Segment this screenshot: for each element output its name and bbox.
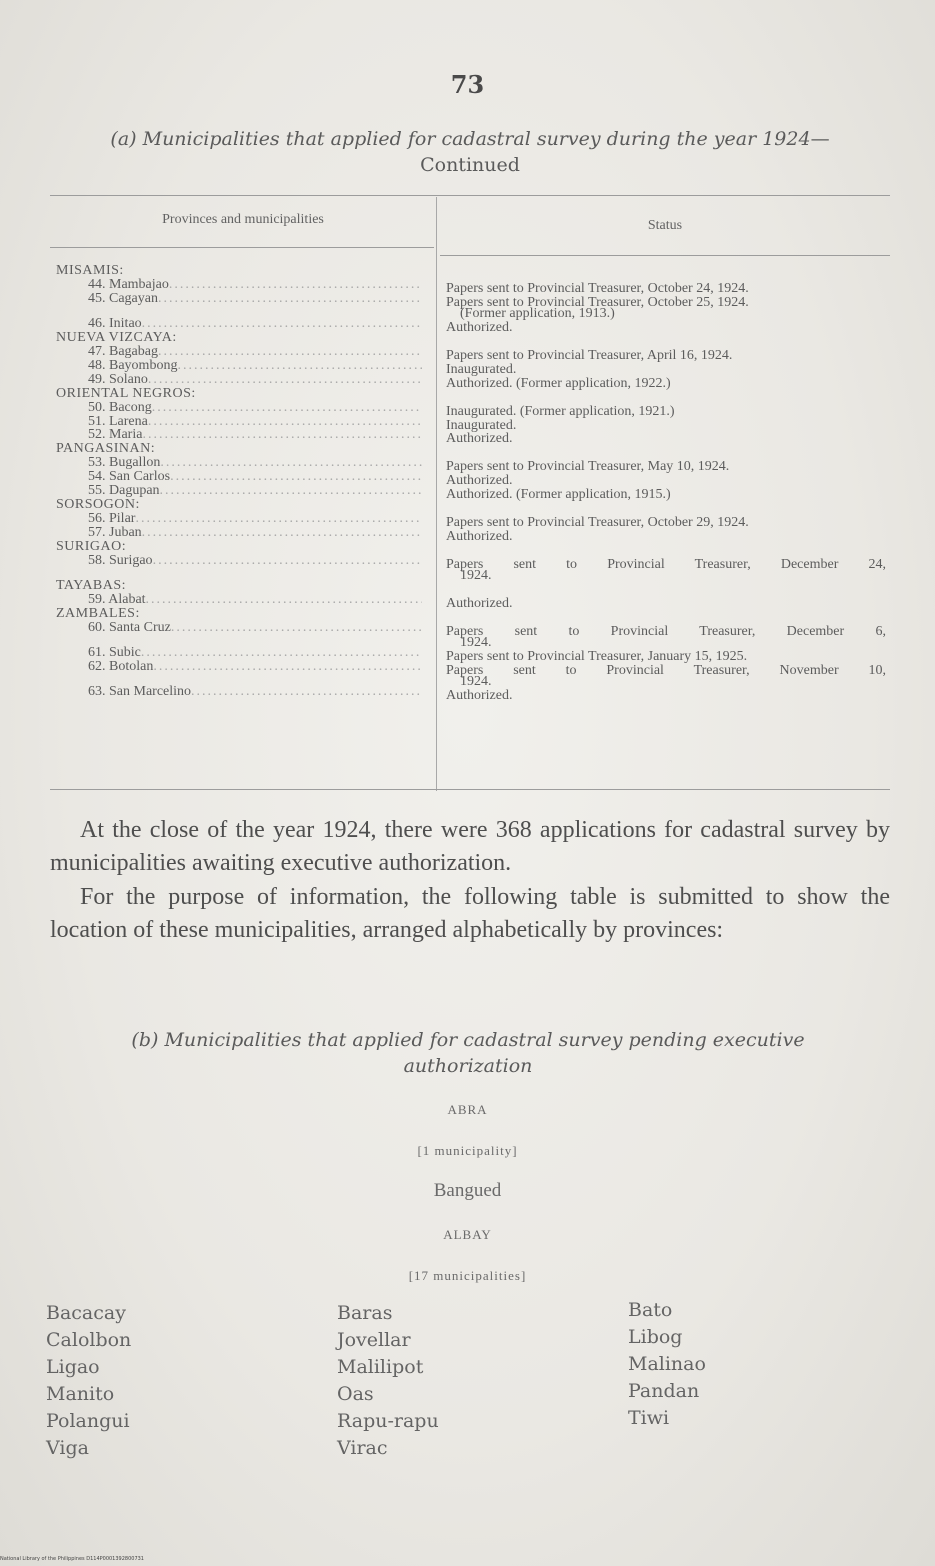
municipality-column [46, 1300, 131, 1462]
municipality-name: Rapu-rapu [337, 1410, 439, 1432]
paragraph: For the purpose of information, the following table is submitted to show the location of these municipalities, arranged alphabetically by provinces: [50, 884, 890, 943]
municipality-name: 62. Botolan [88, 658, 154, 674]
municipality-row [88, 620, 422, 636]
leader-dots [146, 592, 422, 608]
municipality-column [628, 1297, 706, 1432]
status-text: Inaugurated. (Former application, 1921.) [446, 403, 675, 419]
municipality-name: 53. Bugallon [88, 455, 161, 471]
status-text: 1924. [460, 674, 492, 690]
municipality-name: Pandan [628, 1380, 700, 1402]
status-text: Inaugurated. [446, 417, 517, 433]
province-label: TAYABAS: [56, 577, 127, 593]
leader-dots [158, 291, 422, 307]
municipality-name: 57. Juban [88, 524, 142, 540]
municipality-name: 49. Solano [88, 371, 148, 387]
leader-dots [142, 316, 422, 332]
municipality-name: 44. Mambajao [88, 276, 169, 292]
status-text: Papers sent to Provincial Treasurer, October 25, 1924. [446, 294, 749, 310]
municipality-name: Jovellar [337, 1329, 411, 1351]
leader-dots [160, 483, 422, 499]
status-text: Authorized. [446, 473, 513, 489]
status-text: Authorized. (Former application, 1922.) [446, 375, 671, 391]
paragraph: At the close of the year 1924, there were 368 applications for cadastral survey by municipalities awaiting executive authorization. [50, 817, 890, 876]
municipality-name: Manito [46, 1383, 115, 1405]
page-number: 73 [450, 70, 485, 99]
province-label: NUEVA VIZCAYA: [56, 330, 177, 346]
municipality-name: 59. Alabat [88, 591, 146, 607]
status-text: Authorized. [446, 528, 513, 544]
table-a-caption-continued: —Continued [420, 128, 830, 176]
municipality-row [88, 553, 422, 569]
leader-dots [142, 427, 422, 443]
column-header-provinces: Provinces and municipalities [162, 212, 324, 227]
municipality-name: 60. Santa Cruz [88, 619, 171, 635]
table-column-divider [436, 197, 437, 791]
municipality-name: 61. Subic [88, 645, 141, 660]
municipality-name: Malinao [628, 1353, 706, 1375]
status-text: 1924. [460, 568, 492, 583]
province-label: PANGASINAN: [56, 441, 156, 457]
municipality-name: 46. Initao [88, 316, 142, 332]
municipality-name: 55. Dagupan [88, 483, 160, 498]
table-top-rule [50, 195, 890, 196]
status-text: Inaugurated. [446, 361, 517, 377]
municipality-name: Viga [46, 1437, 89, 1459]
municipality-name: Polangui [46, 1410, 130, 1432]
table-bottom-rule [50, 789, 890, 790]
status-text: 1924. [460, 635, 492, 651]
municipality-name: 56. Pilar [88, 510, 136, 526]
leader-dots [191, 684, 422, 700]
scan-footer: National Library of the Philippines D114P0001392800731 [0, 1556, 144, 1562]
municipality-name: Baras [337, 1302, 393, 1324]
status-text: (Former application, 1913.) [460, 306, 615, 322]
province-heading: ALBAY [443, 1227, 492, 1242]
status-text: Papers sent to Provincial Treasurer, December 24, [446, 556, 886, 572]
municipality-row [88, 525, 422, 541]
municipality-name: 54. San Carlos [88, 469, 171, 485]
status-text: Authorized. [446, 320, 513, 336]
table-a [50, 195, 890, 795]
municipality-name: 45. Cagayan [88, 290, 158, 306]
municipality-name: 47. Bagabag [88, 344, 158, 359]
table-b-caption: (b) Municipalities that applied for cadastral survey pending executive authorization [131, 1029, 805, 1077]
leader-dots [153, 553, 422, 569]
municipality-name: Tiwi [628, 1407, 670, 1429]
municipality-row [88, 684, 422, 700]
municipality-name: Malilipot [337, 1356, 424, 1378]
province-label: SORSOGON: [56, 496, 140, 512]
status-text: Papers sent to Provincial Treasurer, December 6, [446, 623, 886, 639]
municipality-name: Bangued [433, 1180, 502, 1201]
table-a-caption-text: (a) Municipalities that applied for cadastral survey during the year 1924 [110, 128, 811, 150]
municipality-name: Virac [337, 1437, 388, 1459]
column-header-status: Status [647, 218, 683, 233]
municipality-name: Ligao [46, 1356, 100, 1378]
municipality-name: 51. Larena [88, 413, 148, 429]
province-label: ORIENTAL NEGROS: [56, 385, 196, 401]
province-label: ZAMBALES: [56, 605, 140, 621]
status-text: Authorized. [446, 595, 513, 611]
municipality-row [88, 291, 422, 307]
province-label: SURIGAO: [56, 538, 127, 554]
municipality-name: Bacacay [46, 1302, 126, 1324]
municipality-name: 58. Surigao [88, 552, 153, 568]
municipality-column [337, 1300, 439, 1462]
leader-dots [142, 525, 422, 541]
municipality-name: Libog [628, 1326, 683, 1348]
status-text: Authorized. (Former application, 1915.) [446, 487, 671, 502]
status-text: Papers sent to Provincial Treasurer, October 29, 1924. [446, 514, 749, 530]
municipality-name: Calolbon [46, 1329, 132, 1351]
municipality-name: Bato [628, 1299, 673, 1321]
municipality-name: 52. Maria [88, 427, 143, 443]
municipality-name: 50. Bacong [88, 399, 152, 415]
municipality-name: 48. Bayombong [88, 357, 178, 373]
header-rule-right [440, 255, 890, 256]
status-text: Authorized. [446, 688, 513, 704]
municipality-name: 63. San Marcelino [88, 684, 192, 700]
table-a-caption [90, 126, 850, 178]
body-text [50, 814, 890, 948]
status-text: Papers sent to Provincial Treasurer, April 16, 1924. [446, 348, 733, 363]
province-label: MISAMIS: [56, 263, 124, 278]
province-heading: ABRA [447, 1102, 488, 1117]
status-text: Papers sent to Provincial Treasurer, May 10, 1924. [446, 459, 730, 475]
municipality-count: [1 municipality] [417, 1143, 518, 1158]
status-text: Papers sent to Provincial Treasurer, January 15, 1925. [446, 649, 748, 664]
status-text: Papers sent to Provincial Treasurer, October 24, 1924. [446, 280, 749, 296]
leader-dots [153, 659, 422, 675]
municipality-name: Oas [337, 1383, 374, 1405]
status-text: Authorized. [446, 431, 513, 447]
municipality-count: [17 municipalities] [408, 1268, 527, 1283]
leader-dots [171, 620, 422, 636]
status-text: Papers sent to Provincial Treasurer, November 10, [446, 662, 886, 678]
header-rule-left [50, 247, 434, 248]
municipality-row [88, 659, 422, 675]
